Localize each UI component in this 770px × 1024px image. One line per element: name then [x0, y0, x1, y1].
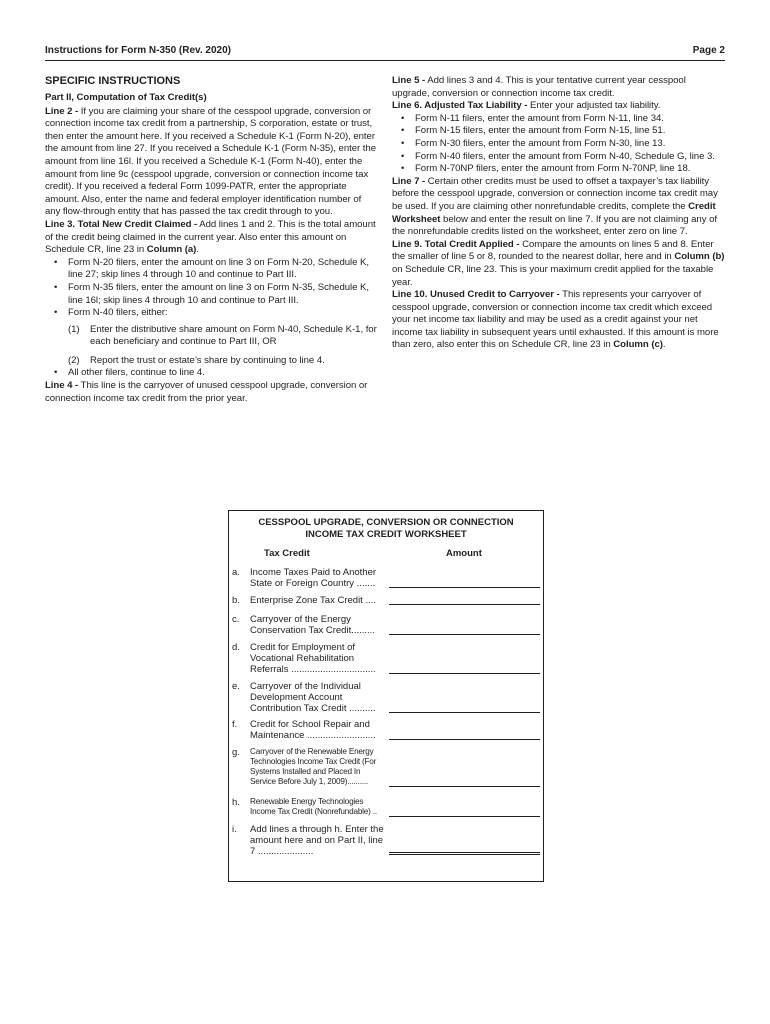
line7-text: Certain other credits must be used to offset a taxpayer’s tax liability before the cesspool upgrade, conversion or connection income tax credit may be used. If you are claiming other nonrefundable credits, complete the [392, 175, 718, 212]
line9-text-end: on Schedule CR, line 23. This is your maximum credit applied for the taxable year. [392, 263, 714, 288]
line3-label: Line 3. Total New Credit Claimed - [45, 218, 198, 230]
line6-paragraph [392, 100, 725, 113]
column-header-amount: Amount [446, 548, 482, 559]
line7-label: Line 7 - [392, 175, 426, 187]
line6-text: Enter your adjusted tax liability. [527, 100, 661, 112]
amount-field-d[interactable] [389, 673, 540, 674]
list-item: • Form N-40 filers, enter the amount from Form N-40, Schedule G, line 3. [392, 151, 725, 164]
line2-paragraph [45, 106, 378, 219]
line6-bullets [392, 113, 725, 176]
line3-text-end: . [196, 244, 199, 256]
line10-column-ref: Column (c) [613, 339, 663, 351]
line10-text-end: . [662, 339, 666, 351]
right-column [392, 75, 725, 352]
line10-text: This represents your carryover of cesspool upgrade, conversion or connection income tax credit which exceed your net income tax liability and may be used as a credit against your net income tax liability in subsequent years until exhausted. If this amount is more than zero, also enter this on Schedule CR, line 23 in [392, 289, 719, 351]
form-title: Instructions for Form N-350 (Rev. 2020) [45, 45, 231, 56]
amount-field-g[interactable] [389, 786, 540, 787]
line2-text: If you are claiming your share of the cesspool upgrade, conversion or connection income tax credit from a partnership, S corporation, estate or trust, then enter the amount here. If you received a Schedule K-1 (Form N-20), enter the amount from line 27. If you received a Schedule K-1 (Form N-35), enter the amount from line 16l. If you received a Schedule K-1 (Form N-40), enter the amount from line 9c (cesspool upgrade, conversion or connection income tax credit). If you received a federal Form 1099-PATR, enter the appropriate amount. Also, enter the name and federal employer identification number of any flow-through entity that has passed the tax credit through to you. [45, 105, 376, 218]
list-item: • Form N-70NP filers, enter the amount from Form N-70NP, line 18. [392, 163, 725, 176]
line4-text: This line is the carryover of unused cesspool upgrade, conversion or connection income tax credit from the prior year. [45, 380, 368, 404]
part-title: Part II, Computation of Tax Credit(s) [45, 92, 207, 103]
header-divider [45, 60, 725, 61]
amount-field-c[interactable] [389, 634, 540, 635]
list-item: • Form N-40 filers, either: [45, 307, 378, 320]
line7-paragraph [392, 176, 725, 239]
line3-bullets [45, 257, 378, 320]
line9-column-ref: Column (b) [674, 251, 725, 263]
amount-field-f[interactable] [389, 739, 540, 740]
worksheet-title: CESSPOOL UPGRADE, CONVERSION OR CONNECTION INCOME TAX CREDIT WORKSHEET [258, 517, 514, 540]
line10-paragraph [392, 289, 725, 352]
page-header [45, 45, 725, 56]
line2-label: Line 2 - [45, 105, 79, 117]
line3-paragraph [45, 219, 378, 257]
credit-worksheet-ref: Credit Worksheet [392, 200, 716, 225]
list-item: • Form N-11 filers, enter the amount from Form N-11, line 34. [392, 113, 725, 126]
line9-paragraph [392, 239, 725, 289]
list-item: • Form N-15 filers, enter the amount from Form N-15, line 51. [392, 125, 725, 138]
line3-last-bullet [45, 367, 378, 380]
worksheet-column-headers [229, 545, 543, 559]
amount-field-b[interactable] [389, 604, 540, 605]
line9-label: Line 9. Total Credit Applied - [392, 238, 520, 250]
amount-field-h[interactable] [389, 816, 540, 817]
line3-column-ref: Column (a) [146, 244, 197, 256]
line3-sub-items [45, 324, 378, 368]
line10-label: Line 10. Unused Credit to Carryover - [392, 289, 560, 301]
list-item: • Form N-20 filers, enter the amount on line 3 on Form N-20, Schedule K, line 27; skip lines 4 through 10 and continue to Part III. [45, 257, 378, 282]
list-item: (2) Report the trust or estate’s share by continuing to line 4. [68, 354, 325, 366]
list-item: • Form N-30 filers, enter the amount from Form N-30, line 13. [392, 138, 725, 151]
amount-field-i-total[interactable] [389, 852, 540, 855]
credit-worksheet: CESSPOOL UPGRADE, CONVERSION OR CONNECTION INCOME TAX CREDIT WORKSHEET Tax Credit Amount a. Income Taxes Paid to Another State or Foreign Country ....... b. Enterprise Zone Tax Credit .... c. Carryover of the Energy Conservation Tax Credit......... d. Credit for Employment of Vocational Rehabilitation Referrals ................................ e. Carryover of the Individual Development Account Contribution Tax Credit .......... f. Credit for School Repair and Maintenance .......................... g. Carryover of the Renewable Energy Technologies Income Tax Credit (For Systems Installed and Placed In Service Before July 1, 2009).......... h. Renewable Energy Technologies Income Tax Credit (Nonrefundable) .. i. Add lines a through h. Enter the amount here and on Part II, line 7 ..................... [228, 510, 544, 882]
line4-paragraph [45, 380, 378, 405]
column-header-tax-credit: Tax Credit [264, 548, 310, 559]
line7-text-end: below and enter the result on line 7. If you are not claiming any of the nonrefundable credits listed on the worksheet, enter zero on line 7. [392, 213, 717, 238]
line5-paragraph [392, 75, 725, 100]
line6-label: Line 6. Adjusted Tax Liability - [392, 100, 528, 112]
list-item: • Form N-35 filers, enter the amount on line 3 on Form N-35, Schedule K, line 16l; skip lines 4 through 10 and continue to Part III. [45, 282, 378, 307]
list-item: • All other filers, continue to line 4. [45, 367, 378, 380]
page-number: Page 2 [692, 45, 725, 56]
line4-label: Line 4 - [45, 380, 79, 392]
section-title: SPECIFIC INSTRUCTIONS [45, 75, 181, 87]
line3-text: Add lines 1 and 2. This is the total amount of the credit being claimed in the current year. Also enter this amount on Schedule CR, line 23 in [45, 218, 376, 256]
amount-field-e[interactable] [389, 712, 540, 713]
line5-text: Add lines 3 and 4. This is your tentative current year cesspool upgrade, conversion or connection income tax credit. [392, 75, 686, 99]
list-item: (1) Enter the distributive share amount on Form N-40, Schedule K-1, for each beneficiary and continue to Part III, OR [68, 323, 377, 348]
line5-label: Line 5 - [392, 75, 426, 86]
line9-text: Compare the amounts on lines 5 and 8. Enter the smaller of line 5 or 8, rounded to the nearest dollar, here and in [392, 238, 714, 263]
amount-field-a[interactable] [389, 587, 540, 588]
left-column [45, 75, 378, 405]
